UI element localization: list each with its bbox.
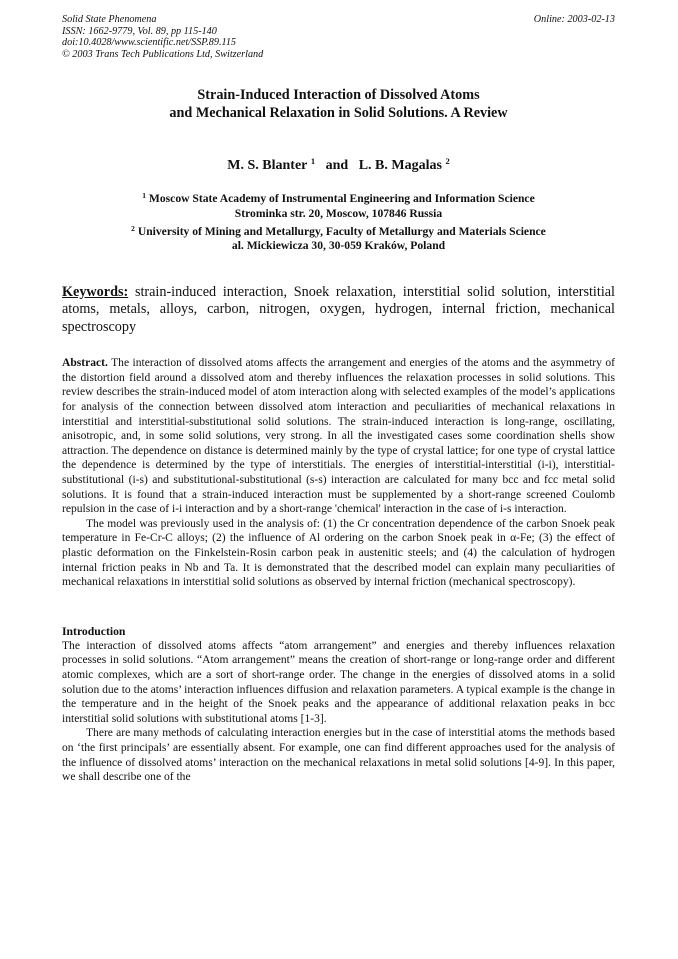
abstract-text-1: The interaction of dissolved atoms affects the arrangement and energies of the atoms and the asymmetry of the distortion field around a dissolved atom and thereby influences the relaxation processes in solid solutions. This review describes the strain-induced model of atom interaction along with selected examples of the model’s applications for analysis of the connection between dissolved atom interaction and peculiarities of mechanical relaxations in interstitial and interstitial-substitutional solid solutions. The strain-induced interaction is long-range, oscillating, anisotropic, and, in some solid solutions, very strong. In all the investigated cases some coordination shells show attraction. The dependence on distance is determined mainly by the type of crystal lattice; for one type of crystal lattice the dependence is determined by the type of interstitials. The energies of interstitial-interstitial (i-i), interstitial-substitutional (i-s) and substitutional-substitutional (s-s) interaction are calculated for many bcc and fcc metal solid solutions. It is found that a strain-induced interaction must be supplemented by a short-range screened Coulomb repulsion in the case of i-i interaction and by a short-range 'chemical' interaction in the case of i-s interaction. xyxy=(62,357,615,516)
author-2-affil-mark: 2 xyxy=(445,156,450,167)
author-list xyxy=(62,156,615,174)
introduction-paragraph-1: The interaction of dissolved atoms affects “atom arrangement” and energies and thereby influences relaxation processes in solid solutions. “Atom arrangement” means the creation of short-range or long-range order and different atomic complexes, which are a sort of short-range order. The change in the energies of dissolved atoms in a solid solution due to the atoms’ interaction influences diffusion and relaxation parameters. A typical example is the change in the temperature and in the height of the Snoek peaks and the appearance of additional relaxation peaks in bcc interstitial solid solutions with substitutional atoms [1-3]. xyxy=(62,639,615,725)
affiliation-1-address: Strominka str. 20, Moscow, 107846 Russia xyxy=(234,206,443,220)
online-date: Online: 2003-02-13 xyxy=(533,14,615,25)
affiliation-1 xyxy=(62,189,615,207)
affiliation-2 xyxy=(62,222,615,240)
journal-name: Solid State Phenomena xyxy=(62,14,157,25)
copyright-line: © 2003 Trans Tech Publications Ltd, Switzerland xyxy=(62,48,264,60)
abstract-paragraph-2: The model was previously used in the analysis of: (1) the Cr concentration dependence of the carbon Snoek peak temperature in Fe-Cr-C alloys; (2) the influence of Al ordering on the carbon Snoek peak in α-Fe; (3) the effect of plastic deformation on the Finkelstein-Rosin carbon peak in austenitic steels; and (4) the calculation of hydrogen internal friction peaks in Nb and Ta. It is demonstrated that the described model can explain many peculiarities of mechanical relaxations in interstitial solid solutions as observed by internal friction (mechanical spectroscopy). xyxy=(62,517,615,589)
paper-page xyxy=(62,14,615,785)
paper-title xyxy=(62,86,615,122)
affiliation-2-address: al. Mickiewicza 30, 30-059 Kraków, Poland xyxy=(231,239,446,253)
issn-line: ISSN: 1662-9779, Vol. 89, pp 115-140 xyxy=(62,25,217,37)
title-line-2: and Mechanical Relaxation in Solid Solutions. A Review xyxy=(169,105,508,122)
affiliation-1-line-1: Moscow State Academy of Instrumental Engineering and Information Science xyxy=(148,192,535,206)
affiliation-1-mark: 1 xyxy=(142,191,147,201)
author-1: M. S. Blanter xyxy=(227,158,308,174)
abstract-paragraph-1 xyxy=(62,356,615,517)
keywords-label: Keywords: xyxy=(62,283,129,300)
author-conjunction: and xyxy=(325,158,349,174)
journal-header xyxy=(62,14,615,60)
section-heading-introduction: Introduction xyxy=(62,624,126,638)
title-line-1: Strain-Induced Interaction of Dissolved Atoms xyxy=(197,87,480,104)
author-2: L. B. Magalas xyxy=(358,158,442,174)
author-1-affil-mark: 1 xyxy=(310,156,316,167)
affiliation-2-line-1: University of Mining and Metallurgy, Faculty of Metallurgy and Materials Science xyxy=(137,224,546,238)
doi-line: doi:10.4028/www.scientific.net/SSP.89.115 xyxy=(62,37,237,49)
abstract-label: Abstract. xyxy=(62,357,108,370)
keywords-block xyxy=(62,284,615,337)
affiliations xyxy=(62,189,615,253)
keywords-text: strain-induced interaction, Snoek relaxation, interstitial solid solution, interstitial atoms, metals, alloys, carbon, nitrogen, oxygen, hydrogen, internal friction, mechanical spectroscopy xyxy=(62,283,615,335)
affiliation-2-mark: 2 xyxy=(131,223,135,233)
introduction-paragraph-2: There are many methods of calculating interaction energies but in the case of interstitial atoms the methods based on ‘the first principals’ are essentially absent. For example, one can find different approaches used for the analysis of the influence of dissolved atoms’ interaction on the mechanical relaxations in metal solid solutions [4-9]. In this paper, we shall describe one of the xyxy=(62,727,615,784)
